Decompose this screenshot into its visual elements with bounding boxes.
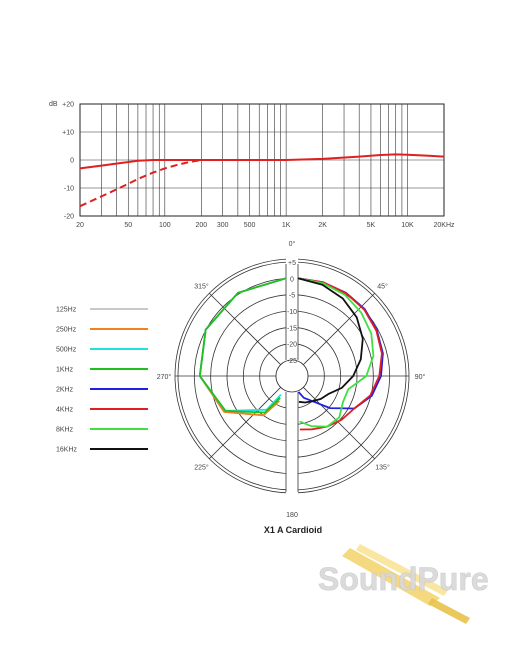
- polar-angle-label: 0°: [288, 241, 296, 248]
- polar-angle-label: 45°: [377, 283, 388, 291]
- polar-series-16khz: [298, 278, 363, 402]
- freq-x-tick-label: 20KHz: [433, 222, 455, 229]
- legend-label: 4KHz: [56, 406, 74, 414]
- legend-label: 125Hz: [56, 306, 77, 314]
- polar-r-tick-label: -20: [286, 341, 298, 349]
- freq-y-tick-label: -20: [63, 213, 74, 221]
- freq-series-solid: [80, 154, 444, 168]
- polar-pattern-chart: [157, 240, 426, 519]
- frequency-response-chart: [49, 101, 455, 229]
- freq-x-tick-label: 100: [158, 222, 171, 229]
- polar-angle-label: 270°: [156, 374, 172, 381]
- polar-spoke: [209, 387, 280, 458]
- polar-series-4khz: [298, 278, 382, 429]
- polar-angle-label: 90°: [414, 374, 426, 381]
- y-unit-label: dB: [49, 101, 58, 108]
- freq-y-tick-label: +10: [62, 129, 74, 137]
- legend-label: 2KHz: [56, 386, 74, 394]
- polar-r-tick-label: -10: [286, 309, 298, 316]
- freq-x-tick-label: 1K: [281, 222, 291, 229]
- polar-spoke: [209, 293, 280, 364]
- freq-x-tick-label: 10K: [401, 222, 414, 229]
- polar-r-tick-label: -25: [286, 358, 298, 365]
- freq-x-tick-label: 50: [124, 222, 133, 229]
- polar-title: X1 A Cardioid: [263, 525, 323, 535]
- freq-x-tick-label: 2K: [318, 222, 327, 229]
- polar-spoke: [303, 387, 374, 458]
- freq-x-tick-label: 200: [195, 222, 208, 229]
- polar-series-1khz: [200, 278, 286, 412]
- freq-series: [80, 154, 444, 206]
- polar-r-tick-label: -5: [288, 292, 296, 300]
- freq-x-tick-label: 5K: [366, 222, 376, 229]
- polar-series-500hz: [200, 278, 286, 411]
- freq-y-tick-label: -10: [63, 185, 74, 193]
- watermark-text: SoundPure: [318, 561, 489, 597]
- soundpure-watermark: [318, 544, 489, 624]
- freq-y-ticks: [62, 102, 74, 221]
- polar-angle-label: 315°: [194, 283, 209, 291]
- polar-angle-label: 225°: [194, 464, 209, 472]
- polar-r-tick-label: 0: [290, 276, 294, 284]
- legend-label: 16KHz: [56, 446, 78, 454]
- polar-r-tick-label: -15: [286, 325, 298, 333]
- polar-angle-label: 180: [286, 512, 298, 519]
- freq-x-ticks: [76, 222, 455, 229]
- polar-spoke: [303, 293, 374, 364]
- legend-label: 500Hz: [56, 346, 77, 354]
- legend-label: 1KHz: [56, 366, 74, 374]
- legend: [56, 307, 148, 454]
- freq-x-tick-label: 300: [216, 222, 229, 229]
- freq-x-tick-label: 500: [243, 222, 256, 229]
- legend-label: 8KHz: [56, 426, 74, 434]
- polar-angle-label: 135°: [375, 464, 390, 472]
- freq-y-tick-label: +20: [62, 101, 74, 109]
- polar-r-tick-label: +5: [288, 260, 296, 267]
- freq-y-tick-label: 0: [70, 157, 74, 165]
- freq-x-tick-label: 20: [76, 222, 84, 229]
- legend-label: 250Hz: [56, 326, 77, 334]
